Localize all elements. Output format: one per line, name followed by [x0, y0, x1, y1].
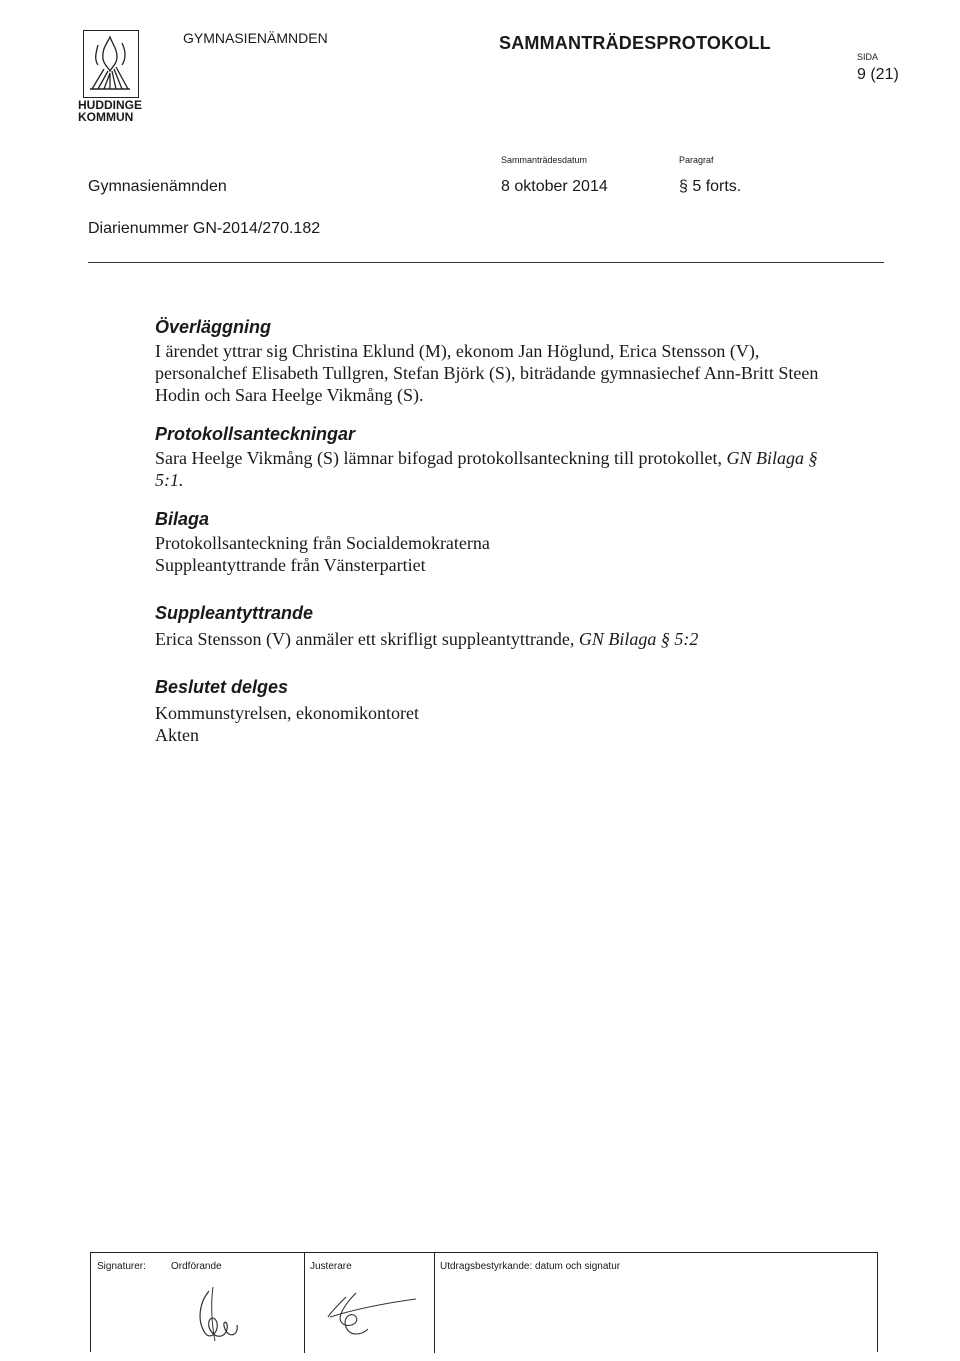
- recipient-item: Akten: [155, 725, 199, 745]
- adjuster-label: Justerare: [310, 1261, 352, 1272]
- annotation-text: Sara Heelge Vikmång (S) lämnar bifogad protokollsanteckning till protokollet,: [155, 448, 727, 468]
- attachment-item: Suppleantyttrande från Vänsterpartiet: [155, 555, 426, 575]
- diary-number: Diarienummer GN-2014/270.182: [88, 220, 321, 237]
- statement-text: Erica Stensson (V) anmäler ett skrifligt suppleantyttrande,: [155, 629, 579, 649]
- section-text: [155, 628, 835, 650]
- chairman-label: Ordförande: [171, 1261, 222, 1272]
- section-heading: Bilaga: [155, 509, 210, 529]
- section-heading: Beslutet delges: [155, 677, 289, 697]
- paragraph-label: Paragraf: [679, 155, 714, 165]
- section-text: I ärendet yttrar sig Christina Eklund (M), ekonom Jan Höglund, Erica Stensson (V), personalchef Elisabeth Tullgren, Stefan Björk (S), biträdande gymnasiechef Ann-Britt Steen Hodin och Sara Heelge Vikmång (S).: [155, 341, 819, 405]
- certification-label: Utdragsbestyrkande: datum och signatur: [440, 1261, 621, 1272]
- section-heading: Överläggning: [155, 317, 272, 337]
- recipient-item: Kommunstyrelsen, ekonomikontoret: [155, 703, 419, 723]
- section-suppleantyttrande: [155, 602, 835, 650]
- adjuster-signature: [316, 1283, 426, 1343]
- attachment-reference: GN Bilaga § 5:1.: [155, 448, 818, 490]
- section-bilaga: [155, 508, 835, 576]
- chairman-signature: [191, 1281, 261, 1351]
- signature-divider: [304, 1253, 305, 1353]
- header-divider: [88, 262, 884, 263]
- document-title: SAMMANTRÄDESPROTOKOLL: [499, 33, 771, 53]
- section-heading: Protokollsanteckningar: [155, 424, 356, 444]
- section-beslutet-delges: [155, 676, 835, 746]
- section-overlaggning: [155, 316, 835, 406]
- paragraph-number: § 5 forts.: [679, 178, 742, 195]
- municipality-name-line2: KOMMUN: [78, 110, 134, 124]
- page-label: SIDA: [857, 52, 879, 62]
- crest-icon: [84, 31, 137, 96]
- section-text: [155, 447, 835, 491]
- municipality-name: [78, 99, 142, 123]
- signature-box: [90, 1252, 878, 1352]
- attachment-reference: GN Bilaga § 5:2: [578, 629, 699, 649]
- page-number: 9 (21): [857, 66, 899, 83]
- minutes-body: [155, 316, 835, 746]
- section-heading: Suppleantyttrande: [155, 603, 314, 623]
- attachment-item: Protokollsanteckning från Socialdemokraterna: [155, 533, 490, 553]
- section-protokollsanteckningar: [155, 423, 835, 491]
- committee-header: GYMNASIENÄMNDEN: [183, 30, 328, 46]
- meeting-date-label: Sammanträdesdatum: [501, 155, 588, 165]
- signatures-label: Signaturer:: [97, 1261, 146, 1272]
- municipality-logo: [83, 30, 139, 98]
- committee-name: Gymnasienämnden: [88, 178, 227, 195]
- municipality-name-line1: HUDDINGE: [78, 98, 143, 112]
- signature-divider: [434, 1253, 435, 1353]
- meeting-date: 8 oktober 2014: [501, 178, 608, 195]
